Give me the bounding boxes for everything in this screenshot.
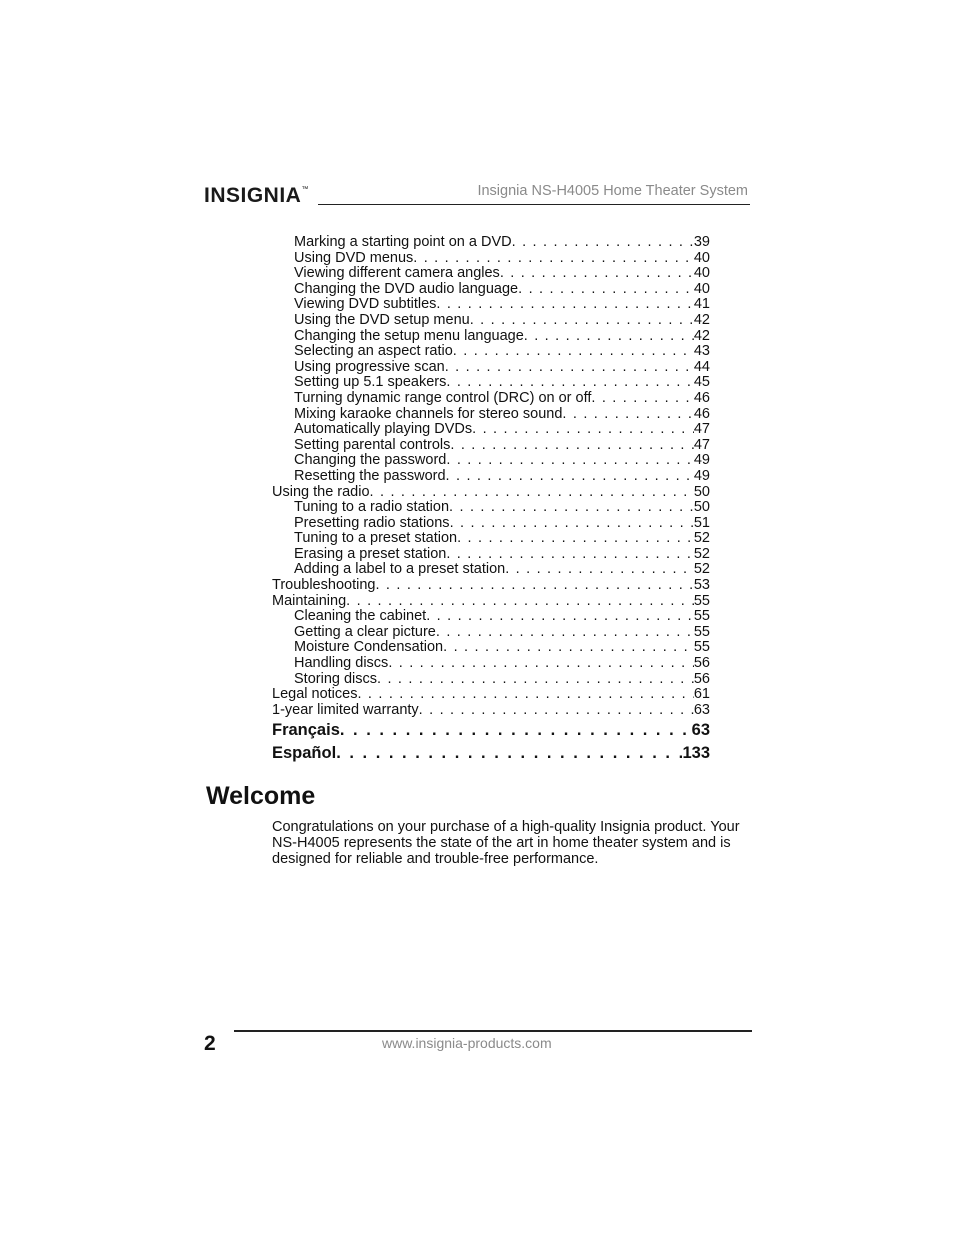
toc-entry-title: Using the DVD setup menu <box>294 312 470 328</box>
toc-dot-leader <box>346 594 694 610</box>
toc-entry <box>272 282 710 298</box>
toc-entry <box>272 703 710 719</box>
toc-entry-title: Handling discs <box>294 656 389 672</box>
toc-dot-leader <box>445 360 694 376</box>
toc-entry <box>272 547 710 563</box>
toc-entry <box>272 469 710 485</box>
toc-dot-leader <box>446 453 694 469</box>
toc-entry <box>272 251 710 267</box>
section-body: Congratulations on your purchase of a high-quality Insignia product. Your NS-H4005 represents the state of the art in home theater system and is designed for reliable and trouble-free performance. <box>272 819 740 867</box>
toc-entry <box>272 516 710 532</box>
toc-entry <box>272 656 710 672</box>
toc-dot-leader <box>518 282 694 298</box>
toc-dot-leader <box>446 375 694 391</box>
toc-entry-page: 47 <box>693 437 710 453</box>
toc-entry-page: 46 <box>693 390 710 406</box>
toc-entry <box>272 743 710 764</box>
toc-entry-page: 50 <box>693 500 710 516</box>
toc-dot-leader <box>436 625 694 641</box>
toc-dot-leader <box>472 422 694 438</box>
toc-entry-title: Español <box>272 744 337 763</box>
toc-entry <box>272 609 710 625</box>
toc-entry-page: 55 <box>693 593 710 609</box>
toc-entry-page: 55 <box>693 624 710 640</box>
footer-rule <box>234 1030 752 1032</box>
toc-entry-page: 49 <box>693 468 710 484</box>
toc-entry-title: Français <box>272 721 340 740</box>
toc-entry-page: 40 <box>693 281 710 297</box>
toc-entry-title: Storing discs <box>294 671 378 687</box>
toc-entry-title: Using the radio <box>272 484 370 500</box>
toc-entry-title: Using progressive scan <box>294 359 445 375</box>
header-rule <box>318 204 750 205</box>
toc-entry-page: 61 <box>693 687 710 703</box>
toc-entry-page: 47 <box>693 422 710 438</box>
toc-entry <box>272 266 710 282</box>
toc-entry-title: Selecting an aspect ratio <box>294 344 453 360</box>
toc-entry <box>272 672 710 688</box>
toc-dot-leader <box>470 313 694 329</box>
toc-entry-page: 52 <box>693 531 710 547</box>
toc-dot-leader <box>591 391 693 407</box>
toc-entry-title: Troubleshooting <box>272 578 376 594</box>
toc-entry <box>272 485 710 501</box>
toc-dot-leader <box>446 547 694 563</box>
toc-dot-leader <box>457 531 694 547</box>
toc-entry-page: 51 <box>693 515 710 531</box>
toc-entry-page: 56 <box>693 656 710 672</box>
toc-entry-page: 39 <box>693 235 710 250</box>
toc-dot-leader <box>505 562 694 578</box>
page-number: 2 <box>204 1032 216 1055</box>
toc-entry-title: Changing the setup menu language <box>294 328 524 344</box>
toc-entry <box>272 422 710 438</box>
toc-dot-leader <box>377 672 694 688</box>
toc-entry-title: Viewing different camera angles <box>294 266 500 282</box>
toc-dot-leader <box>524 329 694 345</box>
toc-dot-leader <box>370 485 694 501</box>
toc-dot-leader <box>419 703 694 719</box>
toc-entry <box>272 500 710 516</box>
toc-entry-title: 1-year limited warranty <box>272 702 419 718</box>
toc-entry-title: Maintaining <box>272 593 347 609</box>
toc-dot-leader <box>450 438 693 454</box>
toc-entry <box>272 344 710 360</box>
toc-dot-leader <box>340 720 692 741</box>
brand-logo-text: INSIGNIA <box>204 184 302 207</box>
toc-dot-leader <box>562 407 693 423</box>
table-of-contents <box>272 235 710 764</box>
toc-entry <box>272 594 710 610</box>
header-title: Insignia NS-H4005 Home Theater System <box>477 183 748 199</box>
toc-entry <box>272 360 710 376</box>
toc-entry-page: 46 <box>693 406 710 422</box>
toc-dot-leader <box>436 297 693 313</box>
toc-entry-page: 55 <box>693 640 710 656</box>
toc-entry-title: Adding a label to a preset station <box>294 562 506 578</box>
toc-dot-leader <box>413 251 694 267</box>
toc-entry <box>272 438 710 454</box>
toc-entry-title: Getting a clear picture <box>294 624 436 640</box>
toc-entry-title: Automatically playing DVDs <box>294 422 473 438</box>
toc-entry <box>272 375 710 391</box>
toc-entry-page: 53 <box>693 578 710 594</box>
toc-entry <box>272 687 710 703</box>
toc-entry-page: 42 <box>693 312 710 328</box>
toc-entry-page: 40 <box>693 250 710 266</box>
toc-entry <box>272 313 710 329</box>
toc-dot-leader <box>426 609 694 625</box>
toc-entry-title: Changing the password <box>294 453 447 469</box>
toc-entry-title: Turning dynamic range control (DRC) on or off <box>294 390 592 406</box>
toc-dot-leader <box>388 656 694 672</box>
toc-entry-page: 50 <box>693 484 710 500</box>
toc-entry-page: 41 <box>693 297 710 313</box>
toc-entry <box>272 531 710 547</box>
toc-dot-leader <box>512 235 694 251</box>
toc-entry-page: 63 <box>693 702 710 718</box>
toc-entry-page: 44 <box>693 359 710 375</box>
toc-dot-leader <box>449 500 694 516</box>
toc-dot-leader <box>450 516 694 532</box>
toc-entry-title: Setting parental controls <box>294 437 451 453</box>
toc-entry-page: 56 <box>693 671 710 687</box>
brand-logo <box>204 184 309 208</box>
toc-entry-page: 40 <box>693 266 710 282</box>
section-heading: Welcome <box>206 782 316 810</box>
toc-dot-leader <box>453 344 694 360</box>
toc-entry-title: Presetting radio stations <box>294 515 450 531</box>
toc-entry-page: 49 <box>693 453 710 469</box>
toc-entry-title: Moisture Condensation <box>294 640 444 656</box>
toc-entry-page: 63 <box>691 721 710 740</box>
toc-entry-title: Using DVD menus <box>294 250 414 266</box>
toc-entry-title: Setting up 5.1 speakers <box>294 375 447 391</box>
toc-entry <box>272 391 710 407</box>
toc-entry-page: 42 <box>693 328 710 344</box>
toc-dot-leader <box>336 743 682 764</box>
toc-entry-title: Marking a starting point on a DVD <box>294 235 512 250</box>
toc-entry <box>272 297 710 313</box>
toc-entry-title: Resetting the password <box>294 468 446 484</box>
toc-entry-title: Viewing DVD subtitles <box>294 297 437 313</box>
toc-entry <box>272 453 710 469</box>
toc-entry-title: Tuning to a radio station <box>294 500 450 516</box>
toc-entry <box>272 407 710 423</box>
toc-entry-page: 43 <box>693 344 710 360</box>
toc-entry <box>272 562 710 578</box>
toc-entry-title: Changing the DVD audio language <box>294 281 519 297</box>
toc-entry <box>272 625 710 641</box>
toc-entry-title: Mixing karaoke channels for stereo sound <box>294 406 563 422</box>
toc-dot-leader <box>446 469 694 485</box>
toc-dot-leader <box>357 687 693 703</box>
toc-entry <box>272 720 710 741</box>
toc-entry <box>272 578 710 594</box>
toc-entry-page: 55 <box>693 609 710 625</box>
trademark-mark: ™ <box>301 186 309 193</box>
toc-dot-leader <box>500 266 694 282</box>
toc-entry <box>272 235 710 251</box>
footer-url: www.insignia-products.com <box>382 1035 552 1051</box>
toc-entry-page: 52 <box>693 562 710 578</box>
toc-entry-page: 52 <box>693 546 710 562</box>
toc-entry-title: Erasing a preset station <box>294 546 447 562</box>
toc-entry-page: 45 <box>693 375 710 391</box>
toc-entry-title: Tuning to a preset station <box>294 531 458 547</box>
toc-entry-title: Legal notices <box>272 687 358 703</box>
toc-dot-leader <box>375 578 693 594</box>
toc-entry <box>272 329 710 345</box>
toc-entry-title: Cleaning the cabinet <box>294 609 427 625</box>
toc-dot-leader <box>443 640 694 656</box>
toc-entry-page: 133 <box>682 744 710 763</box>
toc-entry <box>272 640 710 656</box>
